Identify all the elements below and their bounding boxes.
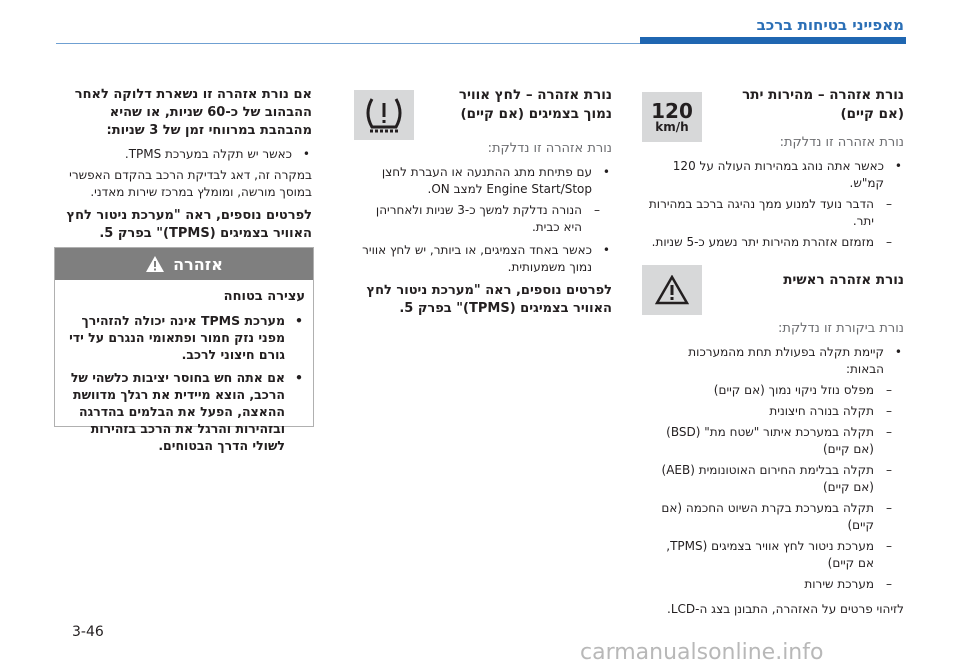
middle-column [356, 86, 612, 318]
tpms-fault-bullet: • כאשר יש תקלה במערכת TPMS. [56, 146, 312, 163]
overspeed-bullet: • כאשר אתה נוהג במהירות העולה על 120 קמ"ש. [648, 158, 904, 192]
warning-subtitle: עצירה בטוחה [223, 289, 305, 304]
overspeed-title: נורת אזהרה – מהירות יתר (אם קיים) [742, 87, 904, 122]
warning-bullet-1: • מערכת TPMS אינה יכולה להזהירך מפני נזק חמור ופתאומי הנגרם על ידי גורם חיצוני לרכב. [63, 312, 305, 363]
master-warning-subtitle: נורת ביקורת זו נדלקת: [778, 321, 904, 336]
tpms-reference: לפרטים נוספים, ראה "מערכת ניטור לחץ האוויר בצמיגים (TPMS)" בפרק 5. [366, 283, 612, 316]
tpms-bullet-2: • כאשר באחד הצמיגים, או ביותר, יש לחץ אוויר נמוך משמעותית. [356, 242, 612, 276]
master-warning-dash-4: – תקלה בבלימת החירום האוטונומית (AEB)(אם קיים) [648, 462, 904, 496]
tpms-blink-paragraph: אם נורת אזהרה זו נשארת דלוקה לאחר ההבהוב של כ-60 שניות, או שהיא מהבהבת במרווחי זמן של 3 שניות: [74, 87, 312, 138]
header-bar [640, 37, 906, 44]
right-column [648, 86, 904, 618]
tpms-fault-advice: במקרה זה, דאג לבדיקת הרכב בהקדם האפשרי במוסך מורשה, ומומלץ במרכז שירות מאדני. [69, 168, 312, 199]
header-rule [56, 43, 640, 44]
warning-triangle-icon [145, 255, 165, 273]
tpms-bullet-1: • עם פתיחת מתג ההתנעה או העברת לחצן Engine Start/Stop למצב ON. [356, 164, 612, 198]
warning-header-label: אזהרה [173, 254, 223, 274]
master-warning-dash-7: – מערכת שירות [648, 576, 904, 593]
master-warning-bullet: • קיימת תקלה בפעולת תחת מהמערכות הבאות: [648, 344, 904, 378]
overspeed-dash-1: – הדבר נועד למנוע ממך נהיגה ברכב במהירות יתר. [648, 196, 904, 230]
warning-bullet-2: • אם אתה חש בחוסר יציבות כלשהי של הרכב, הוצא מיידית את רגלך מדוושת ההאצה, הפעל את הבלמים בהדרגה ובזהירות והרגל את הרכב בזהירות לשולי הדרך הבטוחים. [63, 369, 305, 454]
warning-box [54, 247, 314, 453]
tpms-dash-1: – הנורה נדלקת למשך כ-3 שניות ולאחריהן היא כבית. [356, 202, 612, 236]
header-title: מאפייני בטיחות ברכב [756, 16, 904, 34]
tpms-title: נורת אזהרה – לחץ אוויר נמוך בצמיגים (אם קיים) [458, 87, 612, 122]
tpms-subtitle: נורת אזהרה זו נדלקת: [487, 141, 612, 156]
left-column [56, 86, 312, 243]
master-warning-dash-2: – תקלה בנורה חיצונית [648, 403, 904, 420]
master-warning-title: נורת אזהרה ראשית [783, 272, 904, 288]
master-warning-dash-6: – מערכת ניטור לחץ אוויר בצמיגים (TPMS, אם קיים) [648, 538, 904, 572]
page-number: 3-46 [72, 624, 104, 640]
tpms-reference-2: לפרטים נוספים, ראה "מערכת ניטור לחץ האוויר בצמיגים (TPMS)" בפרק 5. [66, 208, 312, 241]
overspeed-dash-2: – מזמזם אזהרת מהירות יתר נשמע כ-5 שניות. [648, 234, 904, 251]
speed-warning-icon: 120 km/h [642, 92, 702, 142]
master-warning-footer: לזיהוי פרטים על האזהרה, התבונן בצג ה-LCD. [667, 602, 904, 616]
tpms-warning-icon [354, 90, 414, 140]
master-warning-icon [642, 265, 702, 315]
master-warning-dash-5: – תקלה במערכת בקרת השיוט החכמה (אם קיים) [648, 500, 904, 534]
warning-header [55, 248, 313, 280]
master-warning-dash-1: – מפלס נוזל ניקוי נמוך (אם קיים) [648, 382, 904, 399]
master-warning-dash-3: – תקלה במערכת איתור "שטח מת" (BSD)(אם קיים) [648, 424, 904, 458]
watermark: carmanualsonline.info [580, 640, 824, 665]
overspeed-subtitle: נורת אזהרה זו נדלקת: [779, 135, 904, 150]
